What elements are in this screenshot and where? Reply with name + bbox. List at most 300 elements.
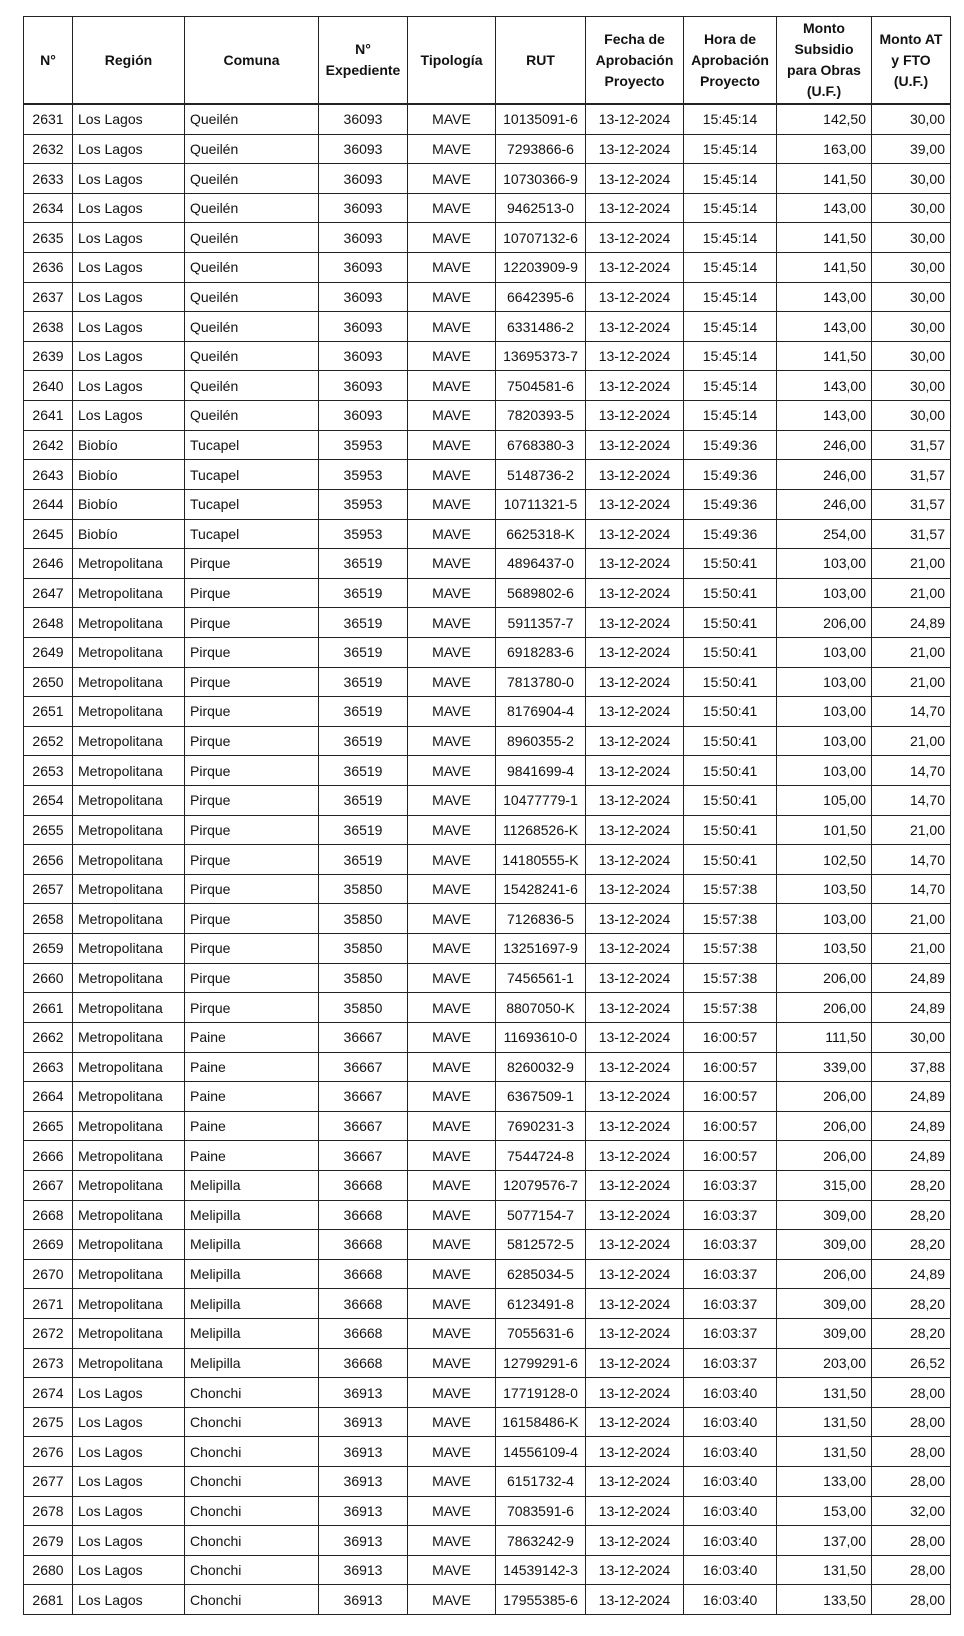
cell-hora: 15:57:38 (684, 993, 777, 1023)
table-row (24, 1526, 951, 1556)
cell-monto-obras: 206,00 (777, 1082, 872, 1112)
cell-rut: 5911357-7 (496, 608, 586, 638)
cell-comuna: Chonchi (185, 1378, 319, 1408)
cell-monto-obras: 137,00 (777, 1526, 872, 1556)
table-row (24, 608, 951, 638)
cell-comuna: Chonchi (185, 1496, 319, 1526)
cell-fecha: 13-12-2024 (586, 756, 684, 786)
cell-expediente: 36093 (319, 401, 408, 431)
cell-tipologia: MAVE (408, 282, 496, 312)
cell-region: Metropolitana (73, 1318, 185, 1348)
cell-rut: 14539142-3 (496, 1555, 586, 1585)
cell-hora: 15:45:14 (684, 193, 777, 223)
cell-tipologia: MAVE (408, 1585, 496, 1615)
cell-tipologia: MAVE (408, 608, 496, 638)
cell-region: Metropolitana (73, 874, 185, 904)
cell-num: 2631 (24, 104, 73, 134)
cell-expediente: 36093 (319, 223, 408, 253)
cell-region: Metropolitana (73, 1082, 185, 1112)
cell-rut: 6123491-8 (496, 1289, 586, 1319)
cell-monto-obras: 103,00 (777, 726, 872, 756)
cell-fecha: 13-12-2024 (586, 667, 684, 697)
cell-tipologia: MAVE (408, 1289, 496, 1319)
cell-fecha: 13-12-2024 (586, 637, 684, 667)
cell-region: Los Lagos (73, 1585, 185, 1615)
cell-rut: 10730366-9 (496, 164, 586, 194)
cell-expediente: 35953 (319, 489, 408, 519)
cell-hora: 15:57:38 (684, 963, 777, 993)
cell-num: 2658 (24, 904, 73, 934)
cell-expediente: 36093 (319, 341, 408, 371)
cell-num: 2649 (24, 637, 73, 667)
cell-rut: 6768380-3 (496, 430, 586, 460)
cell-hora: 15:45:14 (684, 104, 777, 134)
cell-rut: 7055631-6 (496, 1318, 586, 1348)
cell-monto-at: 30,00 (872, 253, 951, 283)
cell-rut: 14180555-K (496, 845, 586, 875)
cell-expediente: 35850 (319, 904, 408, 934)
cell-fecha: 13-12-2024 (586, 1082, 684, 1112)
cell-comuna: Paine (185, 1022, 319, 1052)
cell-num: 2645 (24, 519, 73, 549)
header-hora: Hora de Aprobación Proyecto (684, 17, 777, 105)
cell-rut: 12799291-6 (496, 1348, 586, 1378)
cell-num: 2675 (24, 1407, 73, 1437)
cell-hora: 15:50:41 (684, 786, 777, 816)
cell-expediente: 36093 (319, 253, 408, 283)
cell-region: Metropolitana (73, 815, 185, 845)
cell-hora: 16:03:40 (684, 1378, 777, 1408)
cell-rut: 5077154-7 (496, 1200, 586, 1230)
cell-num: 2681 (24, 1585, 73, 1615)
cell-rut: 9841699-4 (496, 756, 586, 786)
cell-expediente: 36519 (319, 549, 408, 579)
table-row (24, 1585, 951, 1615)
cell-fecha: 13-12-2024 (586, 519, 684, 549)
cell-hora: 16:03:40 (684, 1585, 777, 1615)
cell-num: 2659 (24, 934, 73, 964)
cell-expediente: 35850 (319, 934, 408, 964)
cell-fecha: 13-12-2024 (586, 697, 684, 727)
cell-tipologia: MAVE (408, 460, 496, 490)
cell-comuna: Melipilla (185, 1200, 319, 1230)
cell-fecha: 13-12-2024 (586, 430, 684, 460)
cell-comuna: Queilén (185, 341, 319, 371)
cell-fecha: 13-12-2024 (586, 341, 684, 371)
cell-hora: 15:50:41 (684, 756, 777, 786)
table-row (24, 1052, 951, 1082)
cell-num: 2660 (24, 963, 73, 993)
cell-monto-at: 21,00 (872, 904, 951, 934)
cell-fecha: 13-12-2024 (586, 134, 684, 164)
cell-monto-obras: 153,00 (777, 1496, 872, 1526)
cell-hora: 16:00:57 (684, 1022, 777, 1052)
cell-tipologia: MAVE (408, 1259, 496, 1289)
cell-comuna: Melipilla (185, 1170, 319, 1200)
cell-expediente: 36668 (319, 1348, 408, 1378)
header-tipologia: Tipología (408, 17, 496, 105)
cell-comuna: Melipilla (185, 1289, 319, 1319)
cell-expediente: 36093 (319, 104, 408, 134)
table-row (24, 223, 951, 253)
cell-monto-at: 37,88 (872, 1052, 951, 1082)
cell-fecha: 13-12-2024 (586, 371, 684, 401)
cell-monto-at: 28,00 (872, 1378, 951, 1408)
cell-comuna: Queilén (185, 282, 319, 312)
cell-hora: 15:49:36 (684, 489, 777, 519)
cell-monto-at: 30,00 (872, 223, 951, 253)
cell-monto-at: 30,00 (872, 312, 951, 342)
cell-tipologia: MAVE (408, 1437, 496, 1467)
cell-monto-at: 30,00 (872, 401, 951, 431)
cell-region: Biobío (73, 460, 185, 490)
table-row (24, 341, 951, 371)
cell-region: Biobío (73, 430, 185, 460)
cell-rut: 8960355-2 (496, 726, 586, 756)
cell-expediente: 36667 (319, 1111, 408, 1141)
cell-tipologia: MAVE (408, 1082, 496, 1112)
cell-region: Los Lagos (73, 1378, 185, 1408)
cell-expediente: 36519 (319, 697, 408, 727)
cell-tipologia: MAVE (408, 1200, 496, 1230)
cell-hora: 16:00:57 (684, 1082, 777, 1112)
cell-rut: 5689802-6 (496, 578, 586, 608)
cell-expediente: 36519 (319, 637, 408, 667)
cell-region: Los Lagos (73, 1467, 185, 1497)
cell-region: Metropolitana (73, 756, 185, 786)
cell-region: Los Lagos (73, 401, 185, 431)
cell-hora: 15:45:14 (684, 164, 777, 194)
cell-expediente: 36913 (319, 1585, 408, 1615)
cell-monto-at: 30,00 (872, 341, 951, 371)
cell-region: Los Lagos (73, 341, 185, 371)
cell-monto-obras: 206,00 (777, 993, 872, 1023)
cell-monto-at: 14,70 (872, 845, 951, 875)
cell-expediente: 35953 (319, 430, 408, 460)
cell-tipologia: MAVE (408, 134, 496, 164)
cell-monto-obras: 141,50 (777, 253, 872, 283)
cell-hora: 16:03:37 (684, 1170, 777, 1200)
cell-comuna: Pirque (185, 637, 319, 667)
cell-monto-at: 31,57 (872, 489, 951, 519)
cell-num: 2670 (24, 1259, 73, 1289)
cell-region: Metropolitana (73, 667, 185, 697)
table-body (24, 104, 951, 1615)
cell-comuna: Chonchi (185, 1555, 319, 1585)
cell-comuna: Pirque (185, 815, 319, 845)
cell-comuna: Queilén (185, 134, 319, 164)
cell-expediente: 36667 (319, 1022, 408, 1052)
cell-monto-at: 24,89 (872, 1259, 951, 1289)
cell-hora: 16:03:37 (684, 1259, 777, 1289)
cell-monto-obras: 143,00 (777, 312, 872, 342)
cell-num: 2646 (24, 549, 73, 579)
cell-comuna: Queilén (185, 253, 319, 283)
cell-hora: 16:03:37 (684, 1318, 777, 1348)
cell-expediente: 36519 (319, 578, 408, 608)
cell-hora: 15:45:14 (684, 134, 777, 164)
cell-monto-obras: 206,00 (777, 963, 872, 993)
table-row (24, 637, 951, 667)
cell-comuna: Chonchi (185, 1437, 319, 1467)
cell-monto-obras: 141,50 (777, 164, 872, 194)
cell-fecha: 13-12-2024 (586, 549, 684, 579)
cell-monto-obras: 131,50 (777, 1407, 872, 1437)
cell-monto-at: 24,89 (872, 1141, 951, 1171)
cell-fecha: 13-12-2024 (586, 104, 684, 134)
cell-num: 2680 (24, 1555, 73, 1585)
cell-num: 2661 (24, 993, 73, 1023)
cell-monto-obras: 103,00 (777, 904, 872, 934)
cell-expediente: 36668 (319, 1230, 408, 1260)
cell-expediente: 35850 (319, 874, 408, 904)
cell-comuna: Pirque (185, 786, 319, 816)
table-row (24, 904, 951, 934)
cell-num: 2672 (24, 1318, 73, 1348)
cell-comuna: Pirque (185, 963, 319, 993)
cell-hora: 16:03:37 (684, 1200, 777, 1230)
cell-num: 2656 (24, 845, 73, 875)
cell-monto-obras: 309,00 (777, 1289, 872, 1319)
cell-rut: 5148736-2 (496, 460, 586, 490)
cell-hora: 15:45:14 (684, 341, 777, 371)
cell-rut: 7504581-6 (496, 371, 586, 401)
cell-monto-at: 28,00 (872, 1585, 951, 1615)
cell-expediente: 35953 (319, 460, 408, 490)
header-region: Región (73, 17, 185, 105)
cell-tipologia: MAVE (408, 815, 496, 845)
cell-expediente: 36668 (319, 1318, 408, 1348)
cell-region: Metropolitana (73, 1348, 185, 1378)
cell-comuna: Queilén (185, 223, 319, 253)
cell-monto-at: 24,89 (872, 608, 951, 638)
cell-rut: 8260032-9 (496, 1052, 586, 1082)
cell-rut: 6918283-6 (496, 637, 586, 667)
cell-monto-obras: 309,00 (777, 1230, 872, 1260)
cell-hora: 15:50:41 (684, 549, 777, 579)
cell-hora: 15:45:14 (684, 312, 777, 342)
cell-num: 2663 (24, 1052, 73, 1082)
cell-region: Metropolitana (73, 549, 185, 579)
table-row (24, 1141, 951, 1171)
cell-monto-obras: 206,00 (777, 1111, 872, 1141)
table-row (24, 756, 951, 786)
cell-comuna: Pirque (185, 549, 319, 579)
cell-monto-at: 28,00 (872, 1467, 951, 1497)
table-row (24, 1200, 951, 1230)
cell-monto-obras: 246,00 (777, 430, 872, 460)
cell-monto-obras: 142,50 (777, 104, 872, 134)
table-row (24, 134, 951, 164)
cell-monto-at: 31,57 (872, 460, 951, 490)
cell-comuna: Pirque (185, 697, 319, 727)
table-row (24, 489, 951, 519)
cell-tipologia: MAVE (408, 193, 496, 223)
cell-fecha: 13-12-2024 (586, 815, 684, 845)
cell-comuna: Pirque (185, 874, 319, 904)
cell-fecha: 13-12-2024 (586, 489, 684, 519)
cell-monto-at: 28,00 (872, 1437, 951, 1467)
cell-monto-at: 30,00 (872, 282, 951, 312)
cell-comuna: Queilén (185, 312, 319, 342)
cell-monto-at: 30,00 (872, 371, 951, 401)
table-row (24, 934, 951, 964)
cell-region: Los Lagos (73, 1496, 185, 1526)
cell-fecha: 13-12-2024 (586, 1200, 684, 1230)
cell-monto-at: 24,89 (872, 963, 951, 993)
cell-fecha: 13-12-2024 (586, 1348, 684, 1378)
cell-monto-obras: 141,50 (777, 341, 872, 371)
cell-rut: 6642395-6 (496, 282, 586, 312)
cell-tipologia: MAVE (408, 312, 496, 342)
cell-hora: 16:03:40 (684, 1467, 777, 1497)
cell-region: Los Lagos (73, 1437, 185, 1467)
cell-expediente: 35953 (319, 519, 408, 549)
cell-num: 2636 (24, 253, 73, 283)
cell-region: Metropolitana (73, 578, 185, 608)
cell-comuna: Chonchi (185, 1526, 319, 1556)
cell-rut: 8176904-4 (496, 697, 586, 727)
cell-num: 2637 (24, 282, 73, 312)
cell-region: Metropolitana (73, 904, 185, 934)
cell-rut: 8807050-K (496, 993, 586, 1023)
cell-monto-at: 24,89 (872, 1111, 951, 1141)
cell-region: Metropolitana (73, 1230, 185, 1260)
cell-rut: 15428241-6 (496, 874, 586, 904)
table-row (24, 963, 951, 993)
cell-monto-at: 31,57 (872, 519, 951, 549)
cell-region: Los Lagos (73, 164, 185, 194)
cell-fecha: 13-12-2024 (586, 1259, 684, 1289)
cell-hora: 16:03:37 (684, 1348, 777, 1378)
cell-num: 2652 (24, 726, 73, 756)
cell-region: Metropolitana (73, 786, 185, 816)
cell-comuna: Queilén (185, 401, 319, 431)
cell-expediente: 36093 (319, 282, 408, 312)
table-row (24, 193, 951, 223)
cell-comuna: Tucapel (185, 430, 319, 460)
cell-tipologia: MAVE (408, 1467, 496, 1497)
cell-region: Metropolitana (73, 1170, 185, 1200)
cell-monto-at: 30,00 (872, 104, 951, 134)
cell-tipologia: MAVE (408, 934, 496, 964)
cell-monto-obras: 246,00 (777, 489, 872, 519)
cell-num: 2643 (24, 460, 73, 490)
cell-region: Metropolitana (73, 934, 185, 964)
cell-hora: 15:57:38 (684, 874, 777, 904)
cell-tipologia: MAVE (408, 164, 496, 194)
table-row (24, 104, 951, 134)
table-row (24, 1082, 951, 1112)
cell-tipologia: MAVE (408, 667, 496, 697)
cell-hora: 16:03:37 (684, 1230, 777, 1260)
table-row (24, 1437, 951, 1467)
cell-num: 2651 (24, 697, 73, 727)
cell-monto-obras: 103,00 (777, 756, 872, 786)
cell-monto-obras: 103,00 (777, 578, 872, 608)
cell-monto-at: 30,00 (872, 1022, 951, 1052)
cell-monto-obras: 163,00 (777, 134, 872, 164)
cell-monto-at: 28,20 (872, 1318, 951, 1348)
cell-monto-obras: 103,50 (777, 874, 872, 904)
cell-fecha: 13-12-2024 (586, 164, 684, 194)
table-row (24, 1318, 951, 1348)
cell-expediente: 36913 (319, 1555, 408, 1585)
cell-monto-obras: 315,00 (777, 1170, 872, 1200)
table-row (24, 1378, 951, 1408)
cell-monto-obras: 101,50 (777, 815, 872, 845)
cell-expediente: 36668 (319, 1289, 408, 1319)
cell-monto-obras: 103,00 (777, 637, 872, 667)
cell-rut: 11693610-0 (496, 1022, 586, 1052)
cell-comuna: Chonchi (185, 1407, 319, 1437)
cell-expediente: 36519 (319, 756, 408, 786)
cell-region: Los Lagos (73, 1526, 185, 1556)
cell-region: Los Lagos (73, 223, 185, 253)
cell-tipologia: MAVE (408, 1141, 496, 1171)
cell-hora: 15:57:38 (684, 934, 777, 964)
cell-hora: 15:45:14 (684, 223, 777, 253)
cell-monto-at: 21,00 (872, 934, 951, 964)
cell-monto-at: 28,00 (872, 1407, 951, 1437)
cell-comuna: Pirque (185, 845, 319, 875)
cell-monto-at: 21,00 (872, 726, 951, 756)
cell-monto-obras: 206,00 (777, 1141, 872, 1171)
cell-hora: 16:03:40 (684, 1555, 777, 1585)
cell-hora: 16:03:40 (684, 1526, 777, 1556)
cell-hora: 15:50:41 (684, 845, 777, 875)
cell-fecha: 13-12-2024 (586, 1378, 684, 1408)
cell-num: 2640 (24, 371, 73, 401)
cell-monto-at: 28,20 (872, 1289, 951, 1319)
cell-expediente: 36913 (319, 1378, 408, 1408)
cell-comuna: Melipilla (185, 1230, 319, 1260)
cell-tipologia: MAVE (408, 1111, 496, 1141)
cell-tipologia: MAVE (408, 756, 496, 786)
cell-comuna: Queilén (185, 104, 319, 134)
cell-rut: 7083591-6 (496, 1496, 586, 1526)
cell-region: Metropolitana (73, 963, 185, 993)
cell-monto-obras: 206,00 (777, 1259, 872, 1289)
cell-hora: 16:00:57 (684, 1141, 777, 1171)
cell-rut: 5812572-5 (496, 1230, 586, 1260)
cell-region: Metropolitana (73, 1259, 185, 1289)
table-row (24, 578, 951, 608)
cell-fecha: 13-12-2024 (586, 904, 684, 934)
cell-rut: 6625318-K (496, 519, 586, 549)
cell-monto-at: 21,00 (872, 578, 951, 608)
cell-region: Los Lagos (73, 371, 185, 401)
cell-hora: 15:45:14 (684, 282, 777, 312)
header-comuna: Comuna (185, 17, 319, 105)
cell-region: Biobío (73, 519, 185, 549)
cell-monto-at: 28,00 (872, 1555, 951, 1585)
cell-monto-at: 28,20 (872, 1170, 951, 1200)
header-monto-obras: Monto Subsidio para Obras (U.F.) (777, 17, 872, 105)
cell-rut: 13695373-7 (496, 341, 586, 371)
cell-num: 2662 (24, 1022, 73, 1052)
cell-monto-at: 21,00 (872, 667, 951, 697)
cell-monto-at: 24,89 (872, 1082, 951, 1112)
cell-expediente: 36913 (319, 1407, 408, 1437)
cell-hora: 15:45:14 (684, 401, 777, 431)
cell-fecha: 13-12-2024 (586, 1141, 684, 1171)
cell-monto-at: 30,00 (872, 193, 951, 223)
cell-comuna: Melipilla (185, 1318, 319, 1348)
cell-fecha: 13-12-2024 (586, 1407, 684, 1437)
cell-region: Metropolitana (73, 1022, 185, 1052)
cell-hora: 15:45:14 (684, 253, 777, 283)
